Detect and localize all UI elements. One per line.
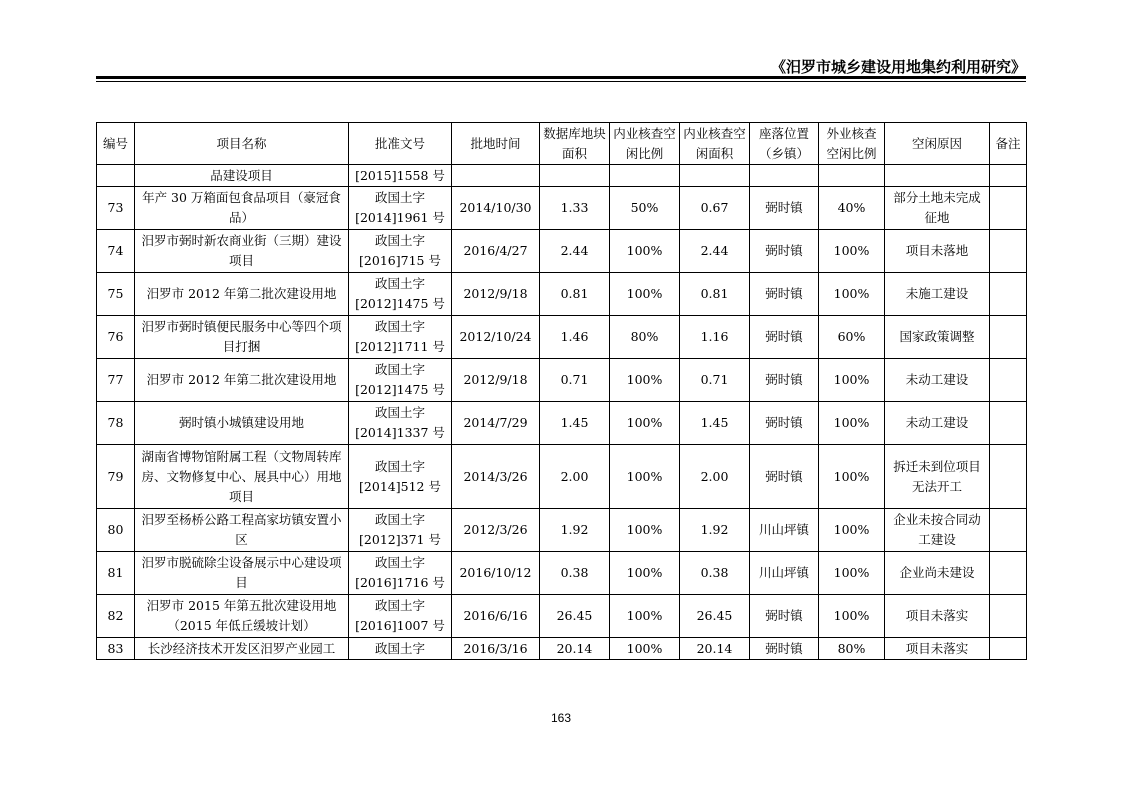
- col-header-approval: 批准文号: [349, 123, 452, 165]
- cell-approval: 政国土字 [2012]371 号: [349, 509, 452, 552]
- cell-no: 79: [97, 445, 135, 509]
- cell-approval: 政国土字 [2016]715 号: [349, 230, 452, 273]
- cell-reason: 未动工建设: [885, 359, 990, 402]
- cell-area: 0.38: [540, 552, 610, 595]
- col-header-area: 数据库地块面积: [540, 123, 610, 165]
- cell-ratio: 100%: [610, 638, 680, 660]
- cell-field-ratio: 100%: [819, 445, 885, 509]
- document-header-title: 《汨罗市城乡建设用地集约利用研究》: [770, 58, 1026, 76]
- cell-note: [990, 165, 1027, 187]
- cell-field-ratio: 60%: [819, 316, 885, 359]
- cell-area: 2.00: [540, 445, 610, 509]
- cell-name: 汨罗至杨桥公路工程高家坊镇安置小区: [135, 509, 349, 552]
- cell-area: 1.46: [540, 316, 610, 359]
- header-rule-thin: [96, 81, 1026, 82]
- cell-approval: 政国土字 [2016]1007 号: [349, 595, 452, 638]
- cell-area: 0.71: [540, 359, 610, 402]
- cell-area: 2.44: [540, 230, 610, 273]
- cell-name: 汨罗市脱硫除尘设备展示中心建设项目: [135, 552, 349, 595]
- table-row: [97, 187, 1027, 230]
- cell-date: 2012/3/26: [452, 509, 540, 552]
- cell-field-ratio: 100%: [819, 359, 885, 402]
- cell-idle-area: 2.00: [680, 445, 750, 509]
- cell-field-ratio: 100%: [819, 402, 885, 445]
- cell-location: 弼时镇: [750, 359, 819, 402]
- col-header-location: 座落位置（乡镇）: [750, 123, 819, 165]
- cell-field-ratio: 40%: [819, 187, 885, 230]
- cell-area: 1.45: [540, 402, 610, 445]
- cell-approval: 政国土字 [2016]1716 号: [349, 552, 452, 595]
- cell-location: 弼时镇: [750, 187, 819, 230]
- cell-location: 弼时镇: [750, 595, 819, 638]
- cell-name: 长沙经济技术开发区汨罗产业园工: [135, 638, 349, 660]
- table-row-continuation: [97, 165, 1027, 187]
- cell-reason: 项目未落实: [885, 595, 990, 638]
- table-row: [97, 595, 1027, 638]
- cell-approval: 政国土字 [2014]1337 号: [349, 402, 452, 445]
- cell-date: 2016/6/16: [452, 595, 540, 638]
- table-row: [97, 402, 1027, 445]
- cell-no: 83: [97, 638, 135, 660]
- col-header-date: 批地时间: [452, 123, 540, 165]
- cell-date: [452, 165, 540, 187]
- cell-reason: 项目未落地: [885, 230, 990, 273]
- cell-note: [990, 638, 1027, 660]
- cell-name: 年产 30 万箱面包食品项目（豪冠食品）: [135, 187, 349, 230]
- cell-date: 2014/10/30: [452, 187, 540, 230]
- cell-name: 弼时镇小城镇建设用地: [135, 402, 349, 445]
- cell-note: [990, 230, 1027, 273]
- cell-date: 2014/3/26: [452, 445, 540, 509]
- cell-location: 弼时镇: [750, 230, 819, 273]
- cell-reason: 项目未落实: [885, 638, 990, 660]
- cell-location: 弼时镇: [750, 316, 819, 359]
- cell-approval: 政国土字 [2012]1475 号: [349, 273, 452, 316]
- table-row: [97, 230, 1027, 273]
- cell-date: 2016/10/12: [452, 552, 540, 595]
- table-row: [97, 552, 1027, 595]
- cell-location: 川山坪镇: [750, 552, 819, 595]
- cell-idle-area: 1.45: [680, 402, 750, 445]
- table-row: [97, 359, 1027, 402]
- cell-no: 73: [97, 187, 135, 230]
- cell-area: 0.81: [540, 273, 610, 316]
- cell-approval: 政国土字 [2014]1961 号: [349, 187, 452, 230]
- cell-name: 湖南省博物馆附属工程（文物周转库房、文物修复中心、展具中心）用地项目: [135, 445, 349, 509]
- cell-no: 77: [97, 359, 135, 402]
- cell-ratio: 100%: [610, 552, 680, 595]
- cell-area: 1.33: [540, 187, 610, 230]
- cell-field-ratio: 100%: [819, 595, 885, 638]
- col-header-note: 备注: [990, 123, 1027, 165]
- cell-note: [990, 359, 1027, 402]
- col-header-reason: 空闲原因: [885, 123, 990, 165]
- cell-idle-area: [680, 165, 750, 187]
- cell-idle-area: 2.44: [680, 230, 750, 273]
- cell-ratio: 100%: [610, 402, 680, 445]
- cell-reason: [885, 165, 990, 187]
- cell-ratio: 100%: [610, 273, 680, 316]
- table-row: [97, 638, 1027, 660]
- col-header-field-ratio: 外业核查空闲比例: [819, 123, 885, 165]
- cell-approval: 政国土字 [2014]512 号: [349, 445, 452, 509]
- cell-ratio: [610, 165, 680, 187]
- cell-reason: 拆迁未到位项目无法开工: [885, 445, 990, 509]
- cell-ratio: 50%: [610, 187, 680, 230]
- cell-location: [750, 165, 819, 187]
- cell-field-ratio: 100%: [819, 552, 885, 595]
- land-use-table: [96, 122, 1027, 660]
- cell-no: 78: [97, 402, 135, 445]
- cell-name: 汨罗市弼时新农商业街（三期）建设项目: [135, 230, 349, 273]
- cell-date: 2014/7/29: [452, 402, 540, 445]
- cell-field-ratio: 80%: [819, 638, 885, 660]
- cell-approval: 政国土字 [2012]1475 号: [349, 359, 452, 402]
- cell-no: 74: [97, 230, 135, 273]
- cell-name: 品建设项目: [135, 165, 349, 187]
- cell-location: 弼时镇: [750, 402, 819, 445]
- cell-idle-area: 0.67: [680, 187, 750, 230]
- cell-name: 汨罗市 2012 年第二批次建设用地: [135, 359, 349, 402]
- table-row: [97, 445, 1027, 509]
- cell-field-ratio: 100%: [819, 230, 885, 273]
- header-rule-thick: [96, 76, 1026, 79]
- cell-area: [540, 165, 610, 187]
- cell-field-ratio: [819, 165, 885, 187]
- cell-date: 2016/3/16: [452, 638, 540, 660]
- cell-reason: 国家政策调整: [885, 316, 990, 359]
- col-header-no: 编号: [97, 123, 135, 165]
- cell-note: [990, 595, 1027, 638]
- cell-ratio: 100%: [610, 595, 680, 638]
- col-header-idle-area: 内业核查空闲面积: [680, 123, 750, 165]
- cell-location: 弼时镇: [750, 638, 819, 660]
- col-header-ratio: 内业核查空闲比例: [610, 123, 680, 165]
- cell-idle-area: 0.38: [680, 552, 750, 595]
- table-row: [97, 509, 1027, 552]
- cell-idle-area: 26.45: [680, 595, 750, 638]
- cell-no: 81: [97, 552, 135, 595]
- cell-date: 2012/9/18: [452, 273, 540, 316]
- cell-date: 2012/10/24: [452, 316, 540, 359]
- cell-idle-area: 0.81: [680, 273, 750, 316]
- table-header-row: [97, 123, 1027, 165]
- cell-location: 弼时镇: [750, 445, 819, 509]
- cell-approval: 政国土字: [349, 638, 452, 660]
- cell-reason: 企业未按合同动工建设: [885, 509, 990, 552]
- cell-name: 汨罗市弼时镇便民服务中心等四个项目打捆: [135, 316, 349, 359]
- page-number: 163: [550, 711, 572, 725]
- cell-idle-area: 1.92: [680, 509, 750, 552]
- cell-reason: 企业尚未建设: [885, 552, 990, 595]
- cell-date: 2012/9/18: [452, 359, 540, 402]
- cell-approval: 政国土字 [2012]1711 号: [349, 316, 452, 359]
- cell-area: 20.14: [540, 638, 610, 660]
- cell-idle-area: 1.16: [680, 316, 750, 359]
- cell-location: 川山坪镇: [750, 509, 819, 552]
- cell-note: [990, 402, 1027, 445]
- cell-no: 75: [97, 273, 135, 316]
- cell-idle-area: 0.71: [680, 359, 750, 402]
- cell-name: 汨罗市 2012 年第二批次建设用地: [135, 273, 349, 316]
- cell-note: [990, 273, 1027, 316]
- cell-reason: 部分土地未完成征地: [885, 187, 990, 230]
- table-row: [97, 316, 1027, 359]
- cell-note: [990, 316, 1027, 359]
- cell-no: 82: [97, 595, 135, 638]
- cell-no: [97, 165, 135, 187]
- cell-note: [990, 509, 1027, 552]
- cell-name: 汨罗市 2015 年第五批次建设用地（2015 年低丘缓坡计划）: [135, 595, 349, 638]
- cell-ratio: 100%: [610, 445, 680, 509]
- cell-field-ratio: 100%: [819, 273, 885, 316]
- cell-reason: 未动工建设: [885, 402, 990, 445]
- cell-no: 76: [97, 316, 135, 359]
- cell-idle-area: 20.14: [680, 638, 750, 660]
- cell-approval: [2015]1558 号: [349, 165, 452, 187]
- cell-no: 80: [97, 509, 135, 552]
- cell-field-ratio: 100%: [819, 509, 885, 552]
- cell-date: 2016/4/27: [452, 230, 540, 273]
- cell-ratio: 100%: [610, 230, 680, 273]
- cell-note: [990, 445, 1027, 509]
- cell-ratio: 80%: [610, 316, 680, 359]
- table-row: [97, 273, 1027, 316]
- cell-area: 1.92: [540, 509, 610, 552]
- cell-area: 26.45: [540, 595, 610, 638]
- cell-reason: 未施工建设: [885, 273, 990, 316]
- cell-ratio: 100%: [610, 509, 680, 552]
- cell-location: 弼时镇: [750, 273, 819, 316]
- cell-note: [990, 552, 1027, 595]
- cell-ratio: 100%: [610, 359, 680, 402]
- cell-note: [990, 187, 1027, 230]
- col-header-name: 项目名称: [135, 123, 349, 165]
